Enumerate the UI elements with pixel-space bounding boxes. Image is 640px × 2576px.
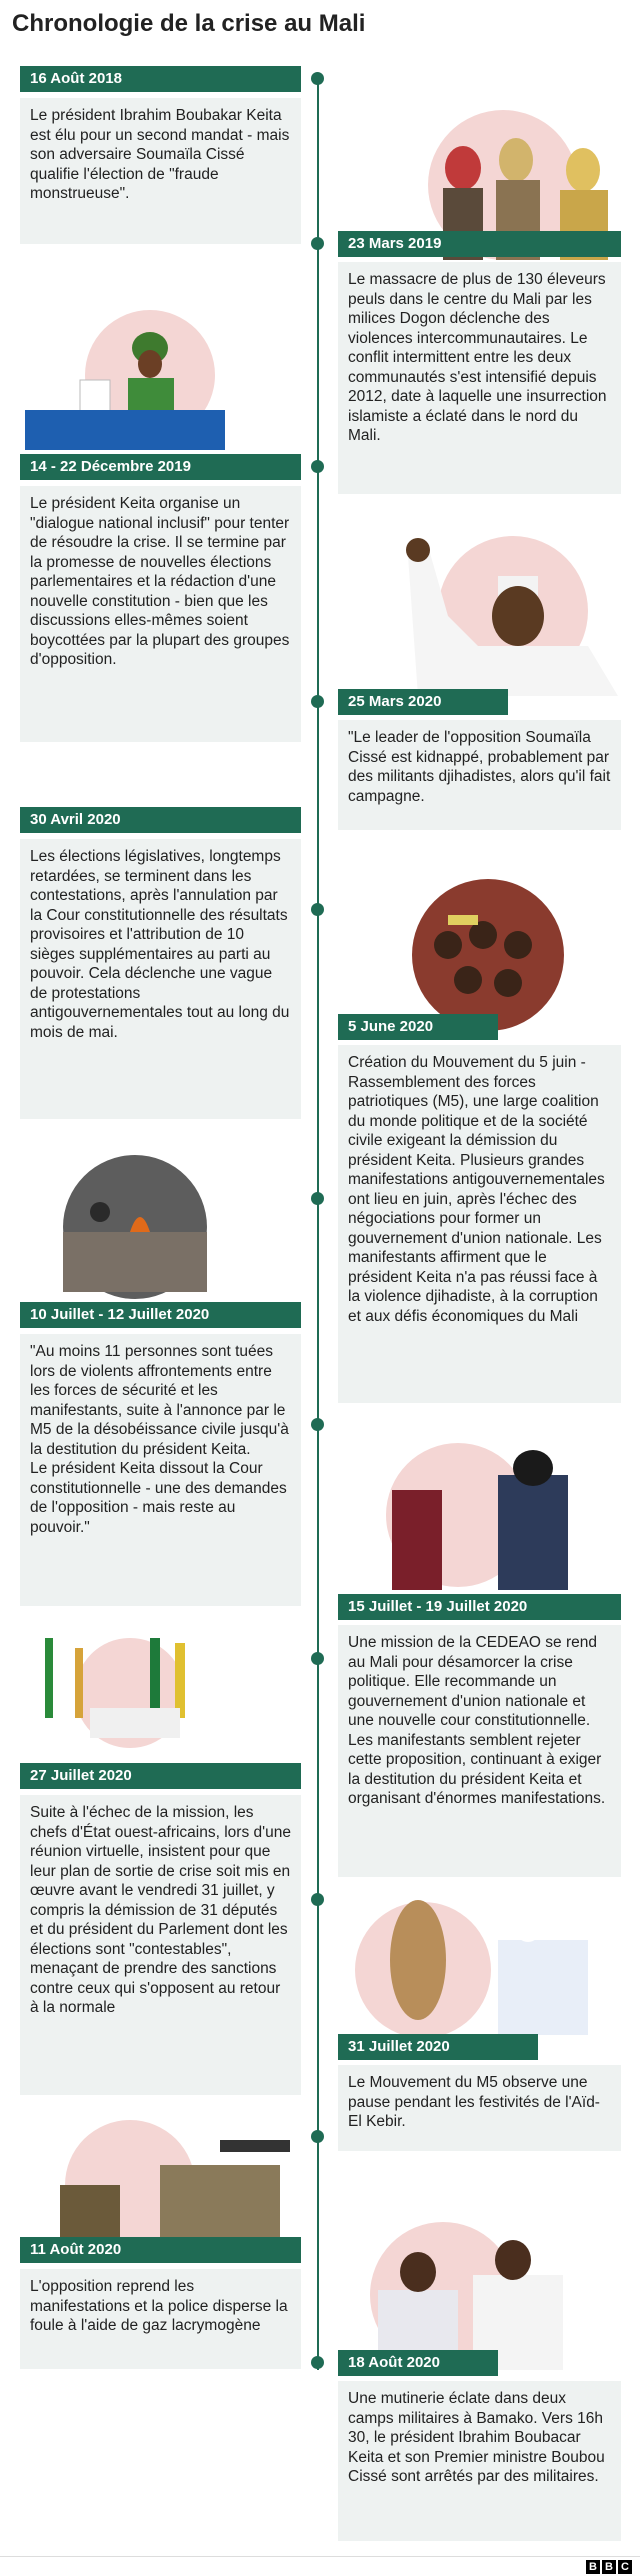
timeline-dot: [311, 695, 324, 708]
event-description: "Le leader de l'opposition Soumaïla Cissé est kidnappé, probablement par des militants djihadistes, alors qu'il fait campagne.: [338, 720, 621, 830]
timeline-dot: [311, 1418, 324, 1431]
timeline-dot: [311, 903, 324, 916]
timeline-dot: [311, 237, 324, 250]
event-description: Les élections législatives, longtemps retardées, se terminent dans les contestations, après l'annulation par la Cour constitutionnelle des résultats provisoires et l'attribution de 10 sièges supplémentaires au parti au pouvoir. Cela déclenche une vague de protestations antigouvernementales tout au long du mois de mai.: [20, 839, 301, 1119]
event-description: Une mutinerie éclate dans deux camps militaires à Bamako. Vers 16h 30, le président Ibrahim Boubacar Keita et son Premier ministre Boubou Cissé sont arrêtés par des militaires.: [338, 2381, 621, 2541]
bbc-logo-letter: B: [602, 2560, 616, 2574]
event-date: 14 - 22 Décembre 2019: [20, 454, 301, 480]
bbc-logo-letter: C: [618, 2560, 632, 2574]
event-date: 27 Juillet 2020: [20, 1763, 301, 1789]
timeline-dot: [311, 1192, 324, 1205]
timeline-dot: [311, 2130, 324, 2143]
photo-soldiers: [20, 2120, 300, 2250]
timeline-dot: [311, 72, 324, 85]
event-date: 30 Avril 2020: [20, 807, 301, 833]
photo-keita-arrest: [348, 2220, 578, 2370]
event-description: Création du Mouvement du 5 juin - Rassemblement des forces patriotiques (M5), une large coalition du monde politique et de la société civile exigeant la démission du président Keita. Plusieurs grandes manifestations antigouvernementales ont lieu en juin, après l'échec des négociations pour former un gouvernement d'union nationale. Les manifestants affirment que le président Keita n'a pas réussi face à la violence djihadiste, à la corruption et aux défis économiques du Mali: [338, 1045, 621, 1403]
timeline-dot: [311, 1652, 324, 1665]
event-date: 25 Mars 2020: [338, 689, 508, 715]
page-title: Chronologie de la crise au Mali: [12, 10, 366, 37]
event-description: Le président Ibrahim Boubakar Keita est élu pour un second mandat - mais son adversaire Soumaïla Cissé qualifie l'élection de "fraude monstrueuse".: [20, 98, 301, 244]
timeline-dot: [311, 460, 324, 473]
event-description: "Au moins 11 personnes sont tuées lors de violents affrontements entre les forces de sécurité et les manifestants, suite à l'annonce par le M5 de la désobéissance civile jusqu'à la destitution du président Keita. Le président Keita dissout la Cour constitutionnelle - une des demandes de l'opposition - mais reste au pouvoir.": [20, 1334, 301, 1606]
event-date: 10 Juillet - 12 Juillet 2020: [20, 1302, 301, 1328]
photo-prayer-crowd: [348, 1900, 598, 2040]
event-date: 16 Août 2018: [20, 66, 301, 92]
event-date: 31 Juillet 2020: [338, 2034, 538, 2060]
event-description: Le président Keita organise un "dialogue national inclusif" pour tenter de résoudre la crise. Il se termine par la promesse de nouvelles élections parlementaires et la rédaction d'une nouvelle constitution - bien que les discussions elles-mêmes soient boycottées par la plupart des groupes d'opposition.: [20, 486, 301, 742]
event-date: 5 June 2020: [338, 1014, 498, 1040]
timeline-dot: [311, 1893, 324, 1906]
photo-woman-voting: [20, 310, 230, 450]
event-date: 11 Août 2020: [20, 2237, 301, 2263]
bbc-logo: [586, 2560, 632, 2574]
timeline-dot: [311, 2356, 324, 2369]
event-description: L'opposition reprend les manifestations et la police disperse la foule à l'aide de gaz lacrymogène: [20, 2269, 301, 2369]
event-description: Le massacre de plus de 130 éleveurs peuls dans le centre du Mali par les milices Dogon déclenche des violences intercommunautaires. Le conflit intermittent entre les deux communautés s'est intensifié depuis 2012, date à laquelle une insurrection islamiste a éclaté dans le nord du Mali.: [338, 262, 621, 494]
footer-divider: [0, 2556, 640, 2557]
photo-protest-crowd: [408, 875, 568, 1035]
photo-ecowas-delegation: [378, 1440, 613, 1590]
timeline-line: [317, 75, 319, 2370]
event-description: Le Mouvement du M5 observe une pause pendant les festivités de l'Aïd-El Kebir.: [338, 2065, 621, 2151]
event-date: 15 Juillet - 19 Juillet 2020: [338, 1594, 621, 1620]
event-description: Une mission de la CEDEAO se rend au Mali pour désamorcer la crise politique. Elle recommande un gouvernement d'union nationale et une nouvelle cour constitutionnelle. Les manifestants semblent rejeter cette proposition, continuant à exiger la destitution du président Keita et organisant d'énormes manifestations.: [338, 1625, 621, 1877]
photo-soumaila-cisse: [388, 536, 623, 696]
photo-leaders-flags: [30, 1638, 230, 1748]
event-date: 18 Août 2020: [338, 2350, 498, 2376]
bbc-logo-letter: B: [586, 2560, 600, 2574]
event-date: 23 Mars 2019: [338, 231, 621, 257]
event-description: Suite à l'échec de la mission, les chefs d'État ouest-africains, lors d'une réunion virtuelle, insistent pour que leur plan de sortie de crise soit mis en œuvre avant le vendredi 31 juillet, y compris la démission de 31 députés et du président du Parlement dont les élections sont "contestables", menaçant de prendre des sanctions contre ceux qui s'opposent au retour à la normale: [20, 1795, 301, 2095]
photo-burning-barricade: [60, 1152, 210, 1302]
